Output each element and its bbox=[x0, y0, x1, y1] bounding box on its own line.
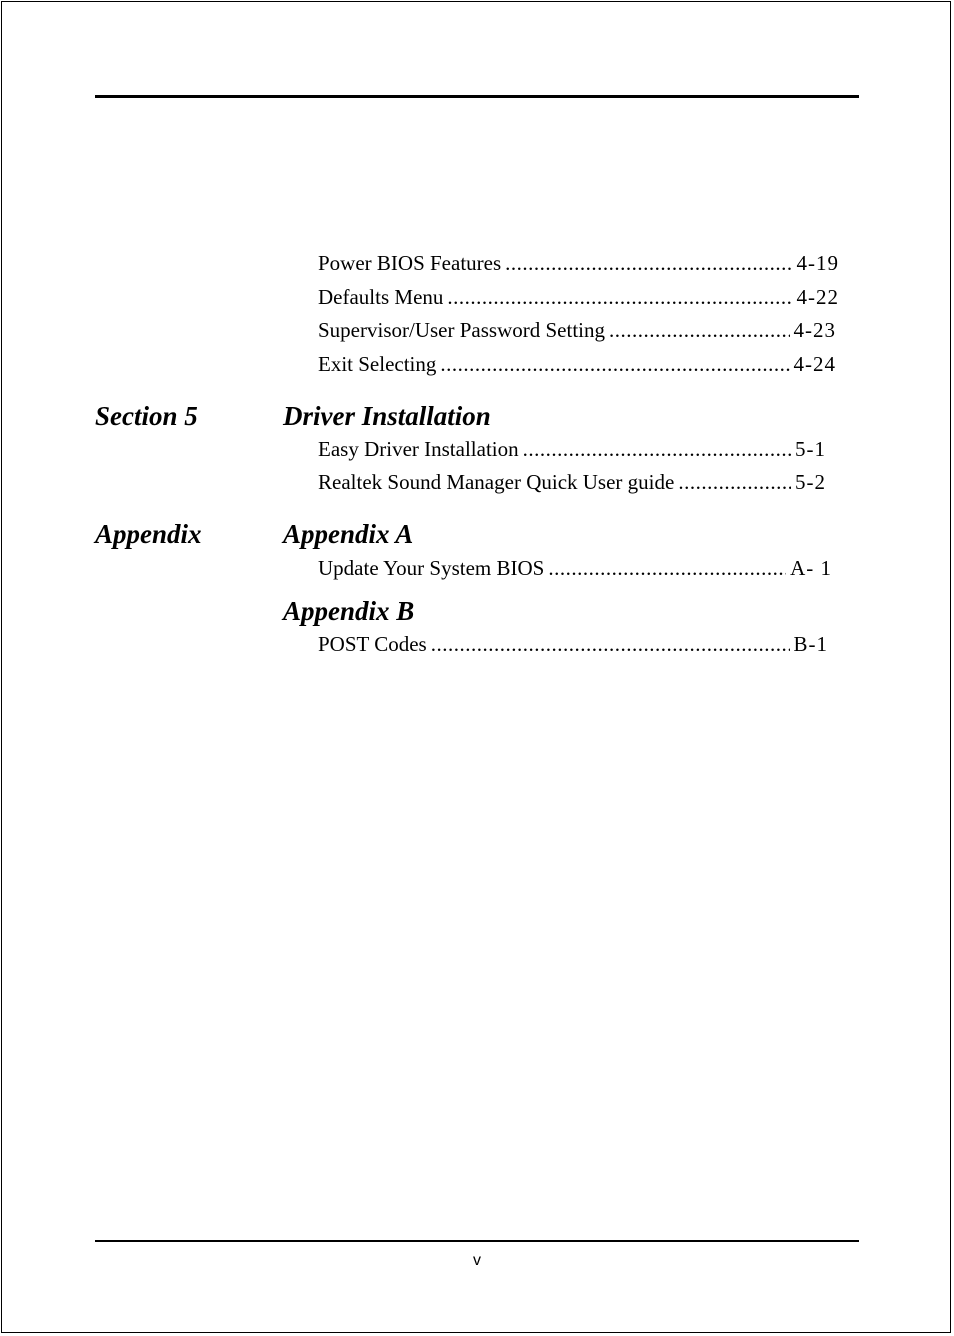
toc-entry-page: 4-24 bbox=[793, 352, 836, 376]
toc-entry-title: Defaults Menu bbox=[318, 285, 444, 309]
dot-leader bbox=[505, 251, 792, 275]
toc-entry-title: POST Codes bbox=[318, 632, 427, 656]
dot-leader bbox=[548, 556, 786, 580]
toc-entry-title: Update Your System BIOS bbox=[318, 556, 545, 580]
dot-leader bbox=[431, 632, 790, 656]
toc-entry-exit-selecting[interactable] bbox=[318, 352, 836, 376]
dot-leader bbox=[523, 437, 791, 461]
toc-entry-title: Easy Driver Installation bbox=[318, 437, 519, 461]
page-border bbox=[1, 1, 951, 1333]
toc-entry-defaults-menu[interactable] bbox=[318, 285, 839, 309]
toc-entry-realtek-sound-manager[interactable] bbox=[318, 470, 826, 494]
toc-entry-page: 4-19 bbox=[796, 251, 839, 275]
section-5-label: Section 5 bbox=[95, 401, 198, 431]
dot-leader bbox=[678, 470, 791, 494]
toc-entry-page: 5-2 bbox=[795, 470, 826, 494]
toc-entry-post-codes[interactable] bbox=[318, 632, 828, 656]
header-rule bbox=[95, 95, 859, 98]
section-5-title[interactable]: Driver Installation bbox=[283, 401, 491, 431]
appendix-a-title[interactable]: Appendix A bbox=[283, 519, 414, 549]
toc-entry-update-system-bios[interactable] bbox=[318, 556, 832, 580]
dot-leader bbox=[609, 318, 790, 342]
toc-entry-password-setting[interactable] bbox=[318, 318, 836, 342]
toc-entry-page: 4-23 bbox=[793, 318, 836, 342]
appendix-b-title[interactable]: Appendix B bbox=[283, 596, 415, 626]
toc-entry-title: Exit Selecting bbox=[318, 352, 437, 376]
page-number: v bbox=[473, 1252, 481, 1269]
footer-rule bbox=[95, 1240, 859, 1242]
dot-leader bbox=[447, 285, 792, 309]
toc-entry-page: 5-1 bbox=[795, 437, 826, 461]
toc-entry-title: Realtek Sound Manager Quick User guide bbox=[318, 470, 675, 494]
dot-leader bbox=[440, 352, 789, 376]
toc-entry-title: Supervisor/User Password Setting bbox=[318, 318, 605, 342]
toc-entry-title: Power BIOS Features bbox=[318, 251, 502, 275]
toc-entry-easy-driver-installation[interactable] bbox=[318, 437, 826, 461]
toc-entry-page: 4-22 bbox=[796, 285, 839, 309]
toc-entry-page: B-1 bbox=[793, 632, 828, 656]
appendix-label: Appendix bbox=[95, 519, 202, 549]
toc-entry-page: A- 1 bbox=[790, 556, 832, 580]
toc-entry-power-bios-features[interactable] bbox=[318, 251, 839, 275]
